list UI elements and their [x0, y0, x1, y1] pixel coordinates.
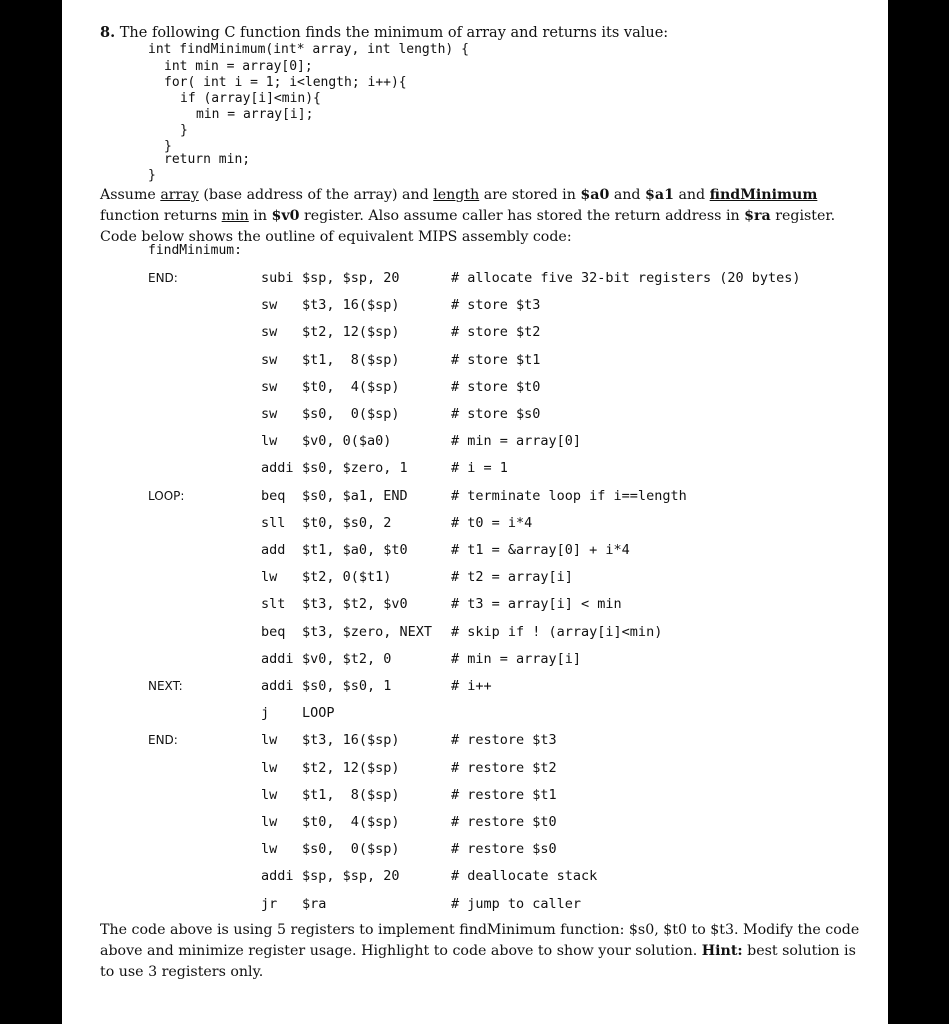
c-code-line: min = array[i];	[196, 107, 314, 122]
register-v0: $v0	[271, 208, 300, 224]
asm-comment: # allocate five 32-bit registers (20 bytes)	[451, 270, 801, 286]
text-span: in	[248, 208, 272, 224]
asm-opcode: j	[261, 705, 270, 722]
asm-label: NEXT:	[148, 679, 183, 693]
asm-opcode: beq	[261, 623, 286, 640]
asm-comment: # min = array[i]	[451, 650, 582, 667]
asm-opcode: slt	[261, 596, 286, 613]
asm-opcode: sw	[261, 297, 278, 314]
text-span: are stored in	[479, 187, 581, 203]
asm-opcode: add	[261, 542, 286, 558]
asm-operands: $s0, $zero, 1	[302, 460, 408, 477]
asm-operands: $t1, 8($sp)	[302, 351, 400, 368]
asm-operands: $s0, $a1, END	[302, 487, 408, 504]
asm-comment: # restore $s0	[451, 841, 557, 858]
document-page	[62, 0, 888, 1024]
c-code-line: return min;	[164, 152, 251, 167]
asm-label: END:	[148, 271, 178, 285]
asm-operands: $t0, $s0, 2	[302, 514, 392, 531]
text-span: register. Code below shows the outline of equivalent MIPS assembly code:	[100, 208, 836, 245]
asm-operands: LOOP	[302, 705, 335, 722]
asm-operands: $t2, 12($sp)	[302, 759, 400, 776]
asm-comment: # skip if ! (array[i]<min)	[451, 623, 663, 640]
register-ra: $ra	[744, 208, 771, 224]
asm-comment: # jump to caller	[451, 895, 582, 912]
asm-opcode: sw	[261, 378, 278, 395]
asm-opcode: sll	[261, 514, 286, 531]
asm-operands: $t2, 0($t1)	[302, 569, 392, 586]
asm-comment: # deallocate stack	[451, 868, 598, 885]
text-span: (base address of the array) and	[198, 187, 434, 203]
asm-comment: # restore $t1	[451, 786, 557, 803]
c-code-line: int findMinimum(int* array, int length) {	[148, 42, 469, 57]
asm-opcode: jr	[261, 895, 278, 912]
asm-comment: # store $t3	[451, 297, 541, 314]
asm-comment: # store $t2	[451, 324, 541, 341]
asm-operands: $t2, 12($sp)	[302, 324, 400, 341]
asm-comment: # t0 = i*4	[451, 514, 533, 531]
register-a1: $a1	[645, 187, 674, 203]
c-code-line: }	[180, 123, 188, 138]
asm-opcode: subi	[261, 270, 294, 286]
text-span: function returns	[100, 208, 222, 224]
c-code-line: if (array[i]<min){	[180, 91, 321, 106]
asm-comment: # store $s0	[451, 406, 541, 422]
text-span: and	[673, 187, 710, 203]
asm-comment: # i++	[451, 678, 492, 694]
asm-comment: # restore $t2	[451, 759, 557, 776]
asm-operands: $sp, $sp, 20	[302, 868, 400, 885]
c-code-line: for( int i = 1; i<length; i++){	[164, 75, 407, 90]
asm-operands: $v0, $t2, 0	[302, 650, 392, 667]
question-text: The following C function finds the minimum of array and returns its value:	[119, 25, 669, 41]
c-code-line: }	[148, 168, 156, 183]
asm-operands: $t3, $zero, NEXT	[302, 623, 433, 640]
c-code-line: }	[164, 139, 172, 154]
asm-opcode: lw	[261, 814, 278, 830]
asm-operands: $v0, 0($a0)	[302, 433, 392, 450]
asm-comment: # t2 = array[i]	[451, 569, 573, 586]
asm-comment: # t3 = array[i] < min	[451, 596, 622, 613]
asm-opcode: lw	[261, 786, 278, 803]
asm-comment: # restore $t0	[451, 814, 557, 830]
asm-comment: # i = 1	[451, 460, 508, 477]
text-span: Assume	[100, 187, 161, 203]
asm-operands: $t3, 16($sp)	[302, 297, 400, 314]
asm-operands: $s0, 0($sp)	[302, 406, 400, 422]
asm-operands: $t1, $a0, $t0	[302, 542, 408, 558]
asm-operands: $s0, 0($sp)	[302, 841, 400, 858]
asm-operands: $sp, $sp, 20	[302, 270, 400, 286]
asm-opcode: addi	[261, 650, 294, 667]
text-span: register. Also assume caller has stored the return address in	[299, 208, 745, 224]
asm-comment: # restore $t3	[451, 732, 557, 749]
asm-header: findMinimum:	[148, 243, 242, 258]
asm-label: LOOP:	[148, 488, 185, 503]
assumption-paragraph	[100, 185, 860, 248]
asm-opcode: lw	[261, 759, 278, 776]
array-term: array	[160, 187, 199, 203]
text-span: and	[609, 187, 646, 203]
asm-comment: # t1 = &array[0] + i*4	[451, 542, 630, 558]
asm-opcode: sw	[261, 351, 278, 368]
asm-opcode: beq	[261, 487, 286, 504]
asm-opcode: addi	[261, 460, 294, 477]
asm-opcode: addi	[261, 868, 294, 885]
asm-comment: # store $t0	[451, 378, 541, 395]
asm-comment: # min = array[0]	[451, 433, 582, 450]
asm-operands: $t1, 8($sp)	[302, 786, 400, 803]
asm-operands: $ra	[302, 895, 327, 912]
function-name: findMinimum	[709, 187, 818, 203]
asm-opcode: lw	[261, 433, 278, 450]
length-term: length	[433, 187, 480, 203]
instruction-paragraph	[100, 920, 860, 983]
min-term: min	[221, 208, 249, 224]
asm-opcode: lw	[261, 732, 278, 749]
hint-label: Hint:	[701, 943, 743, 959]
asm-operands: $t0, 4($sp)	[302, 378, 400, 395]
question-number: 8.	[100, 24, 116, 41]
question-heading	[100, 24, 668, 41]
asm-opcode: addi	[261, 678, 294, 694]
asm-comment: # terminate loop if i==length	[451, 487, 687, 504]
asm-opcode: lw	[261, 569, 278, 586]
asm-comment: # store $t1	[451, 351, 541, 368]
text-span: The code above is using 5 registers to implement findMinimum function: $s0, $t0 to $t3. Modify the code above and minimize register usage. Highlight to code above to show your solution.	[100, 922, 860, 959]
asm-operands: $s0, $s0, 1	[302, 678, 392, 694]
asm-label: END:	[148, 733, 178, 748]
asm-opcode: lw	[261, 841, 278, 858]
asm-operands: $t0, 4($sp)	[302, 814, 400, 830]
c-code-line: int min = array[0];	[164, 59, 313, 74]
asm-operands: $t3, $t2, $v0	[302, 596, 408, 613]
register-a0: $a0	[580, 187, 610, 203]
asm-opcode: sw	[261, 324, 278, 341]
asm-operands: $t3, 16($sp)	[302, 732, 400, 749]
asm-opcode: sw	[261, 406, 278, 422]
text-span: best solution is to use 3 registers only.	[100, 943, 856, 980]
